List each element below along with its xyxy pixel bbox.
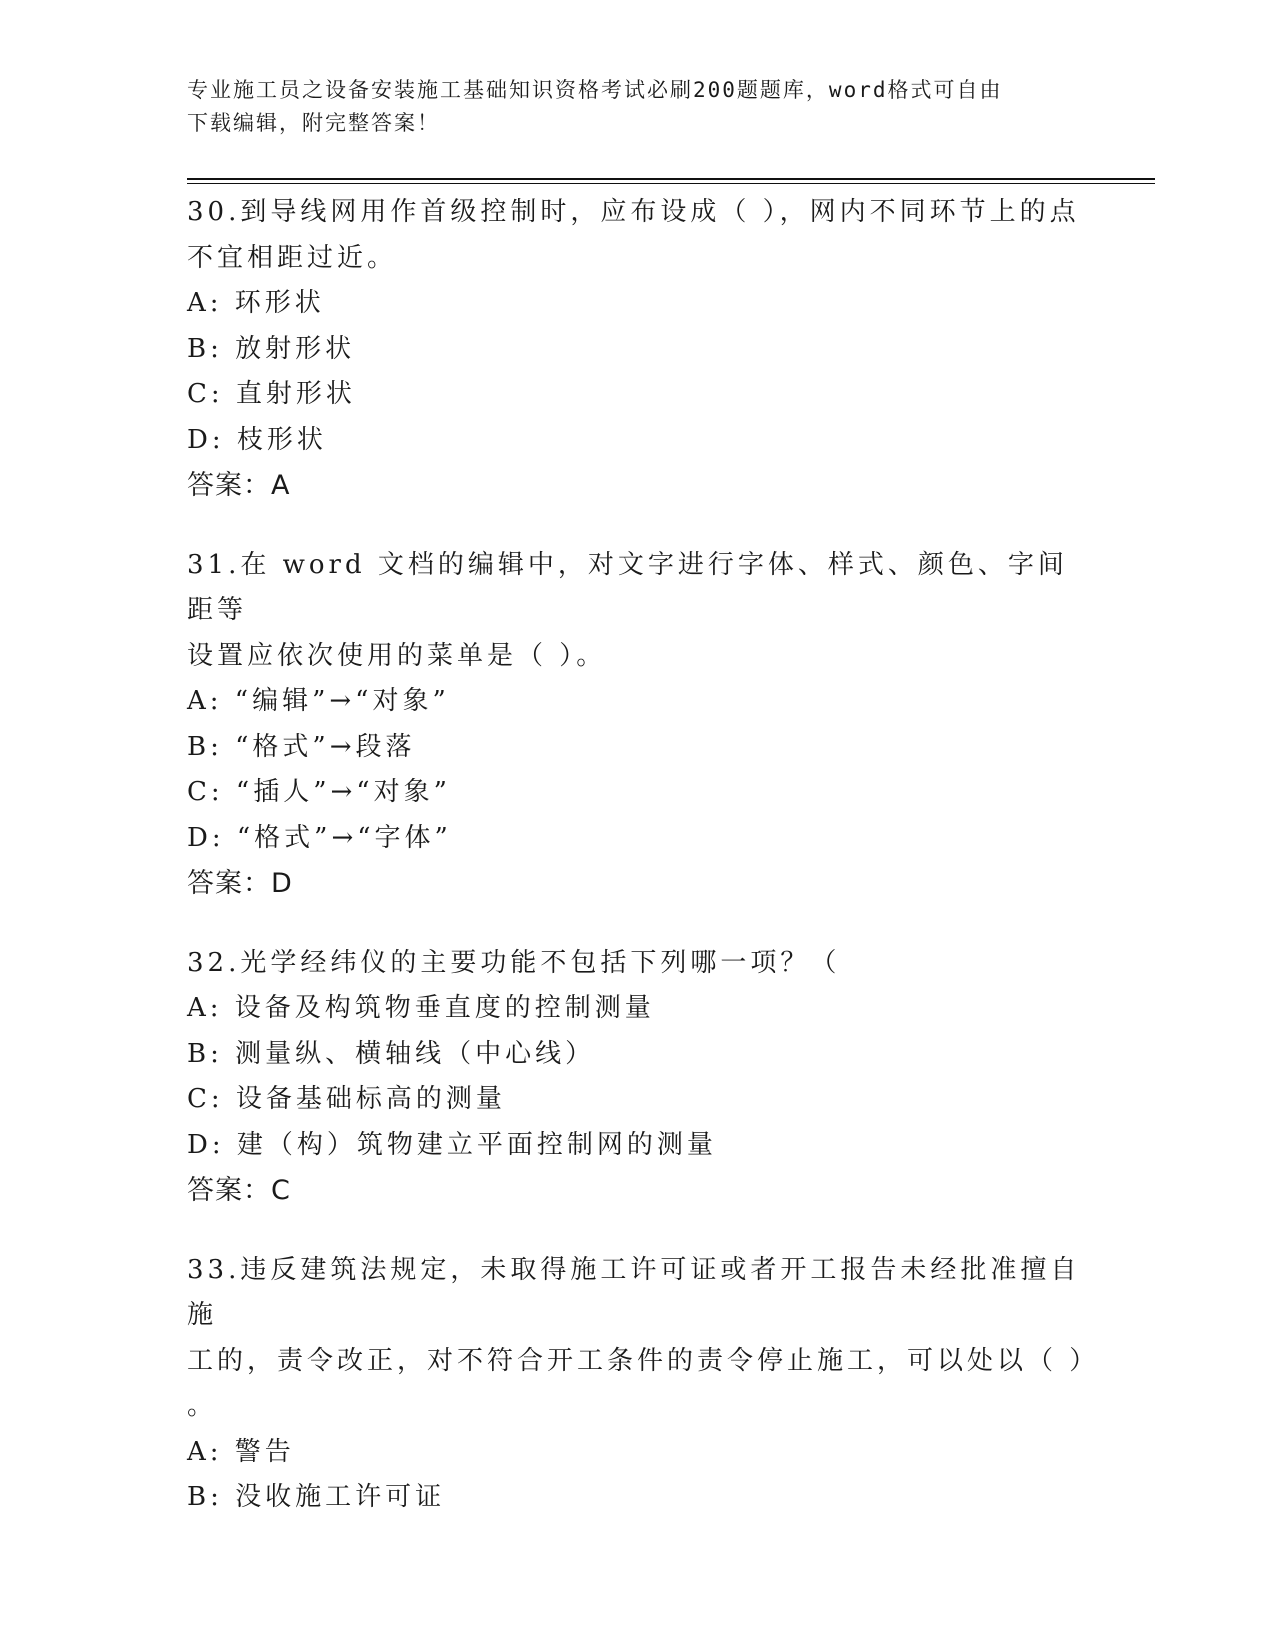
stem-line: 32.光学经纬仪的主要功能不包括下列哪一项？（ (187, 947, 841, 978)
question-31 (187, 543, 1087, 907)
stem-line: 设置应依次使用的菜单是（ ）。 (187, 640, 607, 671)
question-stem (187, 190, 1087, 281)
stem-line: 31.在 word 文档的编辑中，对文字进行字体、样式、颜色、字间距等 (187, 549, 1068, 625)
option-d: D: “格式”→“字体” (187, 822, 452, 853)
option-c: C: 直射形状 (187, 379, 356, 409)
option-a: A: “编辑”→“对象” (187, 686, 450, 716)
header-divider-thin (187, 183, 1155, 184)
option-b: B: 放射形状 (187, 333, 356, 364)
question-list (187, 190, 1100, 1555)
question-30 (187, 190, 1087, 509)
question-stem (187, 543, 1087, 680)
question-32 (187, 941, 1087, 1214)
option-a: A: 设备及构筑物垂直度的控制测量 (187, 993, 655, 1023)
option-b: B: 测量纵、横轴线（中心线） (187, 1038, 596, 1069)
question-stem (187, 941, 1087, 987)
question-stem (187, 1248, 1100, 1430)
option-a: A: 警告 (187, 1436, 295, 1467)
stem-line: 。 (187, 1391, 218, 1421)
option-a: A: 环形状 (187, 288, 325, 318)
answer-line: 答案：D (187, 868, 293, 899)
header-divider-thick (187, 178, 1155, 180)
option-b: B: “格式”→段落 (187, 731, 416, 762)
header-title-line-1: 专业施工员之设备安装施工基础知识资格考试必刷200题题库，word格式可自由 (187, 78, 1003, 102)
stem-line: 工的，责令改正，对不符合开工条件的责令停止施工，可以处以（ ） (187, 1345, 1100, 1376)
stem-line: 不宜相距过近。 (187, 242, 398, 273)
answer-line: 答案：C (187, 1175, 291, 1206)
header-title-line-2: 下载编辑，附完整答案！ (187, 111, 440, 135)
option-d: D: 枝形状 (187, 424, 327, 455)
option-c: C: “插人”→“对象” (187, 777, 451, 807)
question-33 (187, 1248, 1100, 1521)
stem-line: 33.违反建筑法规定，未取得施工许可证或者开工报告未经批准擅自施 (187, 1254, 1081, 1330)
stem-line: 30.到导线网用作首级控制时，应布设成（ ），网内不同环节上的点 (187, 197, 1080, 227)
option-b: B: 没收施工许可证 (187, 1482, 446, 1512)
document-header (187, 74, 1067, 140)
option-d: D: 建（构）筑物建立平面控制网的测量 (187, 1129, 717, 1160)
answer-line: 答案：A (187, 470, 291, 501)
option-c: C: 设备基础标高的测量 (187, 1084, 506, 1114)
